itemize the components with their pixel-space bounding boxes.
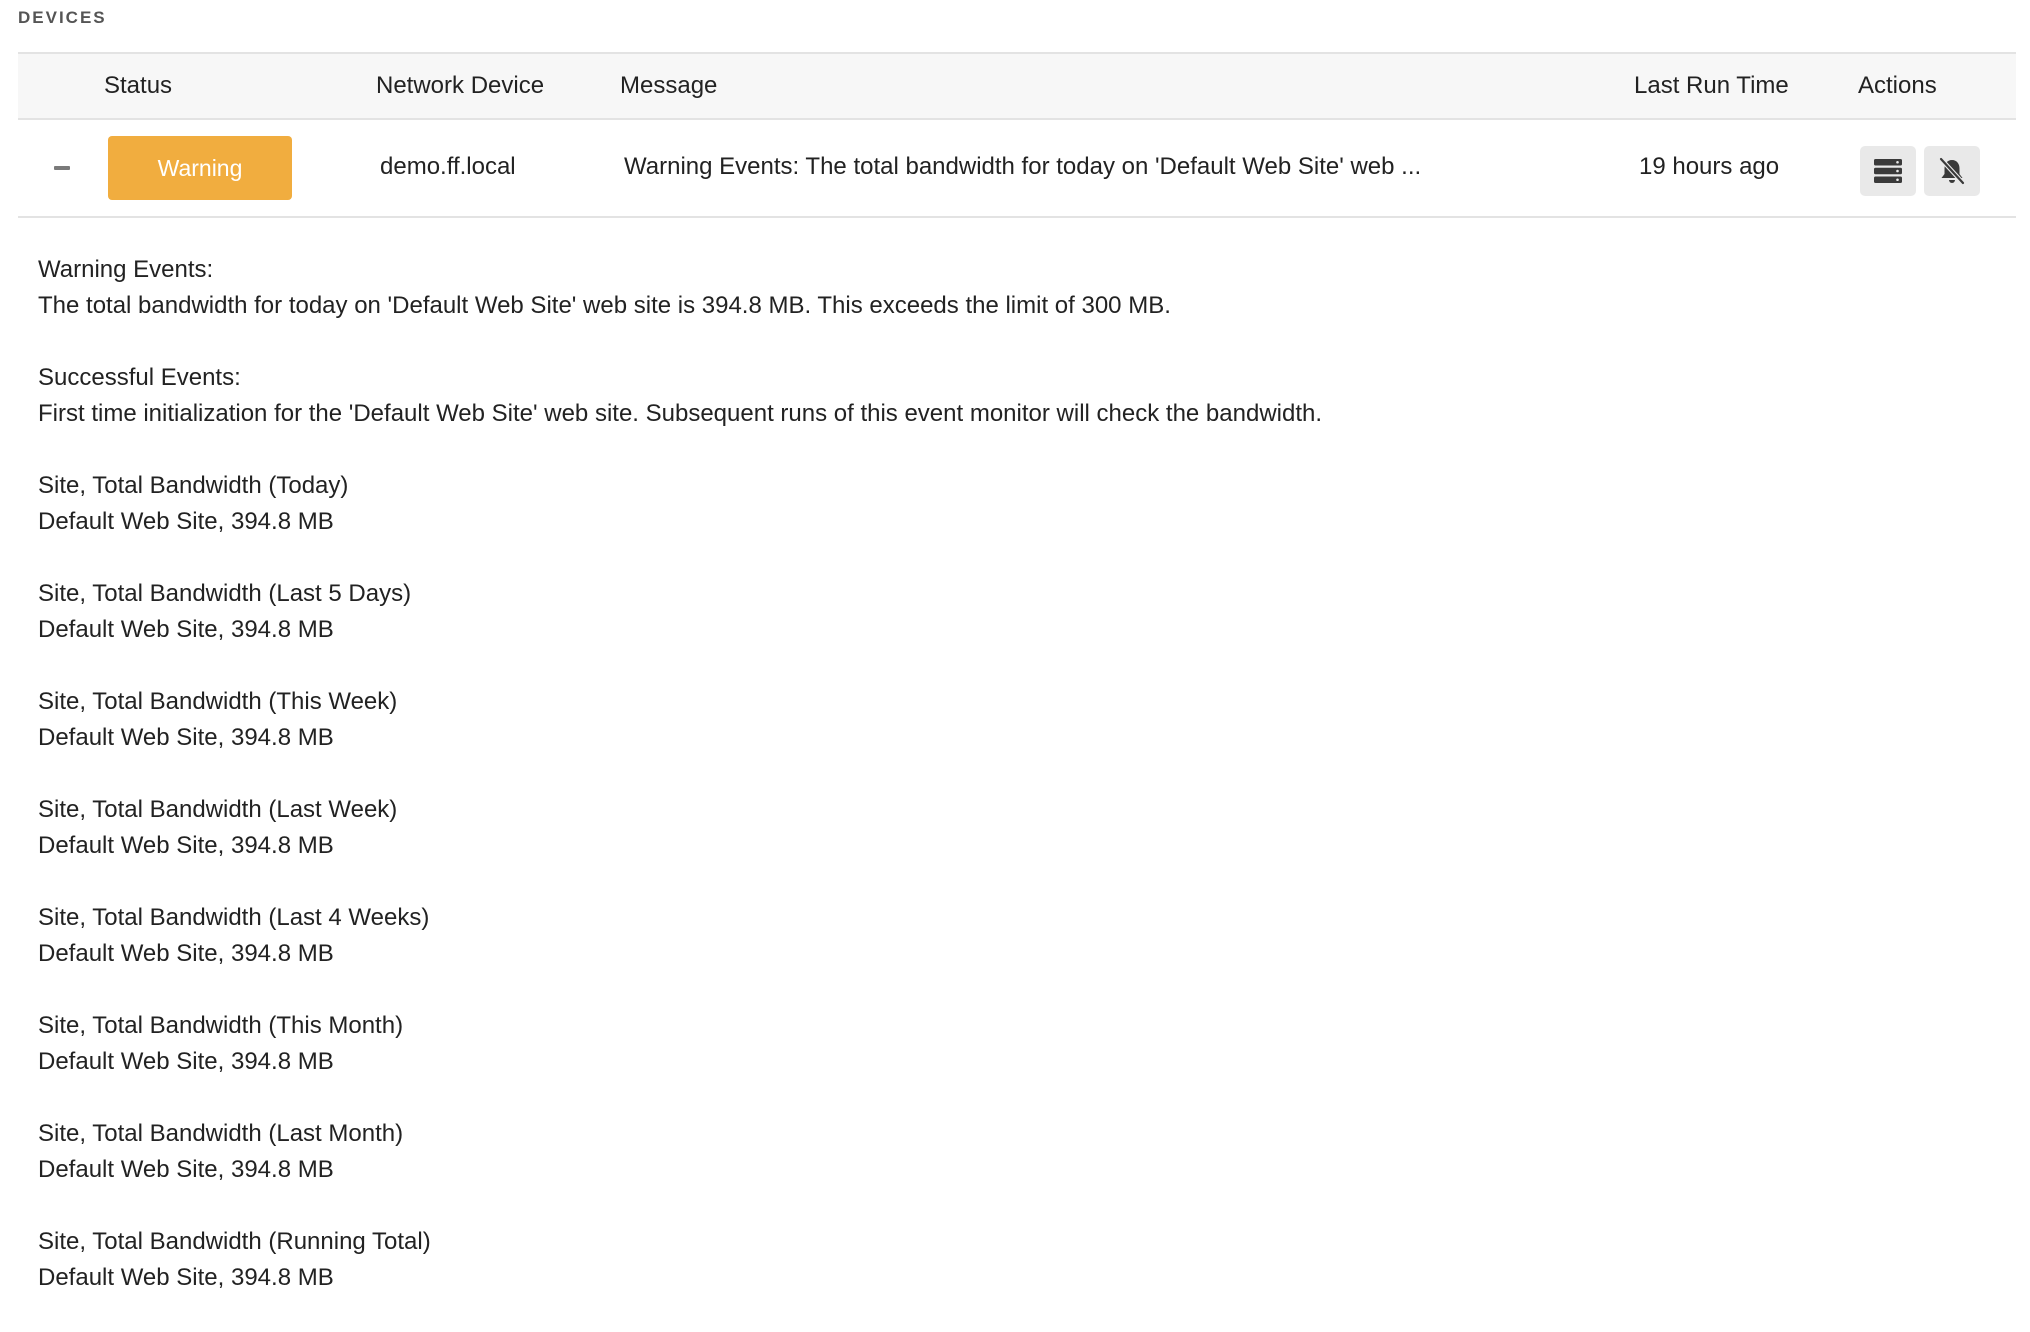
header-last-run-time[interactable]: Last Run Time (1634, 72, 1789, 99)
details-block (38, 1224, 1998, 1296)
details-block (38, 468, 1998, 540)
details-block (38, 252, 1998, 324)
details-heading: Site, Total Bandwidth (Running Total) (38, 1228, 431, 1255)
details-block (38, 684, 1998, 756)
details-text: The total bandwidth for today on 'Default Web Site' web site is 394.8 MB. This exceeds the limit of 300 MB. (38, 292, 1171, 319)
header-network-device[interactable]: Network Device (376, 72, 545, 99)
message-details (38, 252, 1998, 1332)
bell-off-icon (1936, 155, 1968, 187)
details-text: Default Web Site, 394.8 MB (38, 1264, 334, 1291)
network-device-cell[interactable]: demo.ff.local (380, 153, 516, 180)
devices-table (18, 52, 2016, 218)
details-text: Default Web Site, 394.8 MB (38, 1156, 334, 1183)
details-text: Default Web Site, 394.8 MB (38, 616, 334, 643)
details-text: Default Web Site, 394.8 MB (38, 832, 334, 859)
status-badge: Warning (108, 136, 292, 200)
last-run-time-cell: 19 hours ago (1639, 153, 1780, 180)
details-text: Default Web Site, 394.8 MB (38, 940, 334, 967)
message-cell: Warning Events: The total bandwidth for today on 'Default Web Site' web ... (624, 153, 1422, 180)
collapse-row-button[interactable] (52, 158, 72, 178)
details-heading: Site, Total Bandwidth (Last Month) (38, 1120, 404, 1147)
details-heading: Successful Events: (38, 364, 241, 391)
details-block (38, 1116, 1998, 1188)
details-heading: Site, Total Bandwidth (This Month) (38, 1012, 404, 1039)
details-text: First time initialization for the 'Default Web Site' web site. Subsequent runs of this event monitor will check the bandwidth. (38, 400, 1323, 427)
header-status[interactable]: Status (104, 72, 173, 99)
section-title: DEVICES (18, 8, 107, 27)
table-row[interactable] (18, 120, 2016, 218)
details-text: Default Web Site, 394.8 MB (38, 1048, 334, 1075)
details-text: Default Web Site, 394.8 MB (38, 724, 334, 751)
details-block (38, 360, 1998, 432)
mute-alerts-button[interactable] (1924, 146, 1980, 196)
table-header (18, 52, 2016, 120)
details-heading: Site, Total Bandwidth (This Week) (38, 688, 398, 715)
details-heading: Warning Events: (38, 256, 214, 283)
details-block (38, 1008, 1998, 1080)
details-block (38, 576, 1998, 648)
details-heading: Site, Total Bandwidth (Last 5 Days) (38, 580, 412, 607)
details-text: Default Web Site, 394.8 MB (38, 508, 334, 535)
details-heading: Site, Total Bandwidth (Last Week) (38, 796, 398, 823)
details-heading: Site, Total Bandwidth (Last 4 Weeks) (38, 904, 430, 931)
details-button[interactable] (1860, 146, 1916, 196)
header-actions: Actions (1858, 72, 1937, 99)
header-message[interactable]: Message (620, 72, 718, 99)
details-block (38, 900, 1998, 972)
server-details-icon (1873, 158, 1903, 184)
details-block (38, 792, 1998, 864)
details-heading: Site, Total Bandwidth (Today) (38, 472, 349, 499)
